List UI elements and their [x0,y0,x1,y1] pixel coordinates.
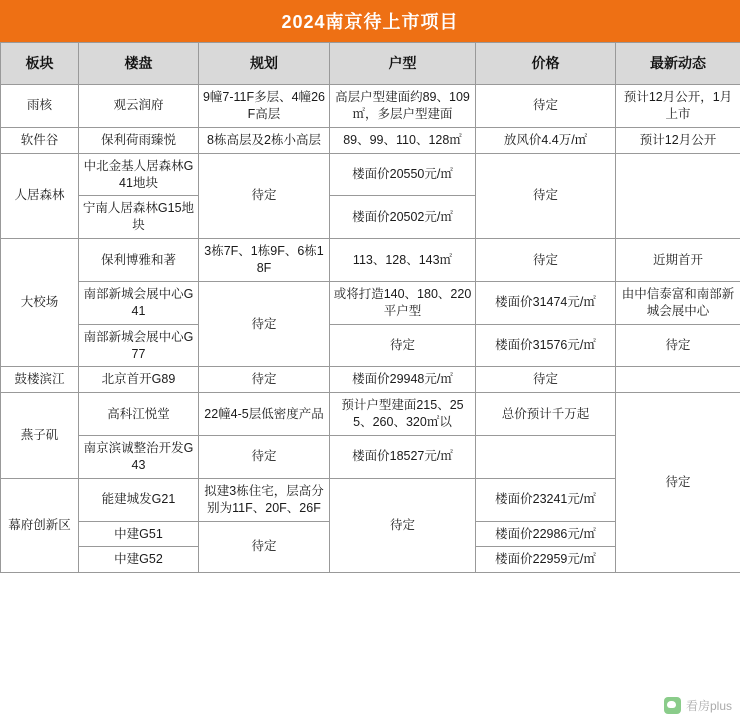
column-header-price: 价格 [476,43,616,85]
cell-block: 人居森林 [1,153,79,239]
cell-news: 待定 [616,393,740,573]
column-header-layout: 户型 [330,43,476,85]
column-header-block: 板块 [1,43,79,85]
cell-price: 楼面价23241元/㎡ [476,478,616,521]
table-row [1,85,740,128]
cell-layout: 113、128、143㎡ [330,239,476,282]
table-row [1,196,740,239]
cell-plan: 待定 [199,521,330,573]
cell-project-name: 中建G52 [79,547,199,573]
wechat-icon [664,697,681,714]
watermark-label: 看房plus [685,699,732,713]
column-header-plan: 规划 [199,43,330,85]
cell-news: 待定 [476,153,616,239]
cell-plan: 待定 [199,367,330,393]
cell-plan: 待定 [199,436,330,479]
cell-price: 楼面价18527元/㎡ [330,436,476,479]
cell-block: 雨核 [1,85,79,128]
cell-block: 燕子矶 [1,393,79,479]
cell-project-name: 南京滨诚整治开发G43 [79,436,199,479]
cell-plan: 9幢7-11F多层、4幢26F高层 [199,85,330,128]
table-row [1,239,740,282]
cell-layout: 待定 [330,324,476,367]
table-body [1,85,740,573]
cell-plan: 8栋高层及2栋小高层 [199,127,330,153]
cell-news: 待定 [476,367,616,393]
cell-project-name: 北京首开G89 [79,367,199,393]
cell-plan: 3栋7F、1栋9F、6栋18F [199,239,330,282]
cell-project-name: 保利博雅和著 [79,239,199,282]
cell-price: 待定 [476,239,616,282]
cell-price: 放风价4.4万/㎡ [476,127,616,153]
cell-project-name: 宁南人居森林G15地块 [79,196,199,239]
cell-plan: 22幢4-5层低密度产品 [199,393,330,436]
cell-news: 预计12月公开 [616,127,740,153]
table-header-row [1,43,740,85]
cell-price: 楼面价22959元/㎡ [476,547,616,573]
table-row [1,324,740,367]
column-header-news: 最新动态 [616,43,740,85]
table-row [1,393,740,436]
cell-news: 由中信泰富和南部新城会展中心 [616,281,740,324]
cell-price: 楼面价29948元/㎡ [330,367,476,393]
cell-project-name: 中建G51 [79,521,199,547]
cell-price: 楼面价20550元/㎡ [330,153,476,196]
cell-block: 鼓楼滨江 [1,367,79,393]
cell-price: 楼面价31474元/㎡ [476,281,616,324]
table-row [1,367,740,393]
cell-block: 幕府创新区 [1,478,79,573]
cell-project-name: 保利荷雨臻悦 [79,127,199,153]
cell-project-name: 中北金基人居森林G41地块 [79,153,199,196]
cell-plan: 待定 [199,281,330,367]
cell-layout: 或将打造140、180、220平户型 [330,281,476,324]
cell-project-name: 能建城发G21 [79,478,199,521]
cell-block: 大校场 [1,239,79,367]
table-row [1,127,740,153]
cell-project-name: 南部新城会展中心G41 [79,281,199,324]
cell-plan: 待定 [199,153,330,239]
cell-layout: 待定 [330,478,476,573]
cell-block: 软件谷 [1,127,79,153]
cell-layout: 89、99、110、128㎡ [330,127,476,153]
column-header-project: 楼盘 [79,43,199,85]
cell-plan: 拟建3栋住宅，层高分别为11F、20F、26F [199,478,330,521]
cell-price: 总价预计千万起 [476,393,616,436]
cell-layout: 高层户型建面约89、109㎡，多层户型建面 [330,85,476,128]
cell-news: 待定 [616,324,740,367]
cell-news: 预计12月公开，1月上市 [616,85,740,128]
cell-project-name: 高科江悦堂 [79,393,199,436]
cell-price: 楼面价31576元/㎡ [476,324,616,367]
cell-layout: 预计户型建面215、255、260、320㎡以 [330,393,476,436]
cell-project-name: 观云润府 [79,85,199,128]
cell-news: 近期首开 [616,239,740,282]
table-row [1,153,740,196]
table-row [1,281,740,324]
page-title: 2024南京待上市项目 [0,0,740,42]
projects-table [0,42,740,573]
cell-price: 待定 [476,85,616,128]
cell-project-name: 南部新城会展中心G77 [79,324,199,367]
watermark [664,697,732,714]
cell-price: 楼面价20502元/㎡ [330,196,476,239]
cell-price: 楼面价22986元/㎡ [476,521,616,547]
